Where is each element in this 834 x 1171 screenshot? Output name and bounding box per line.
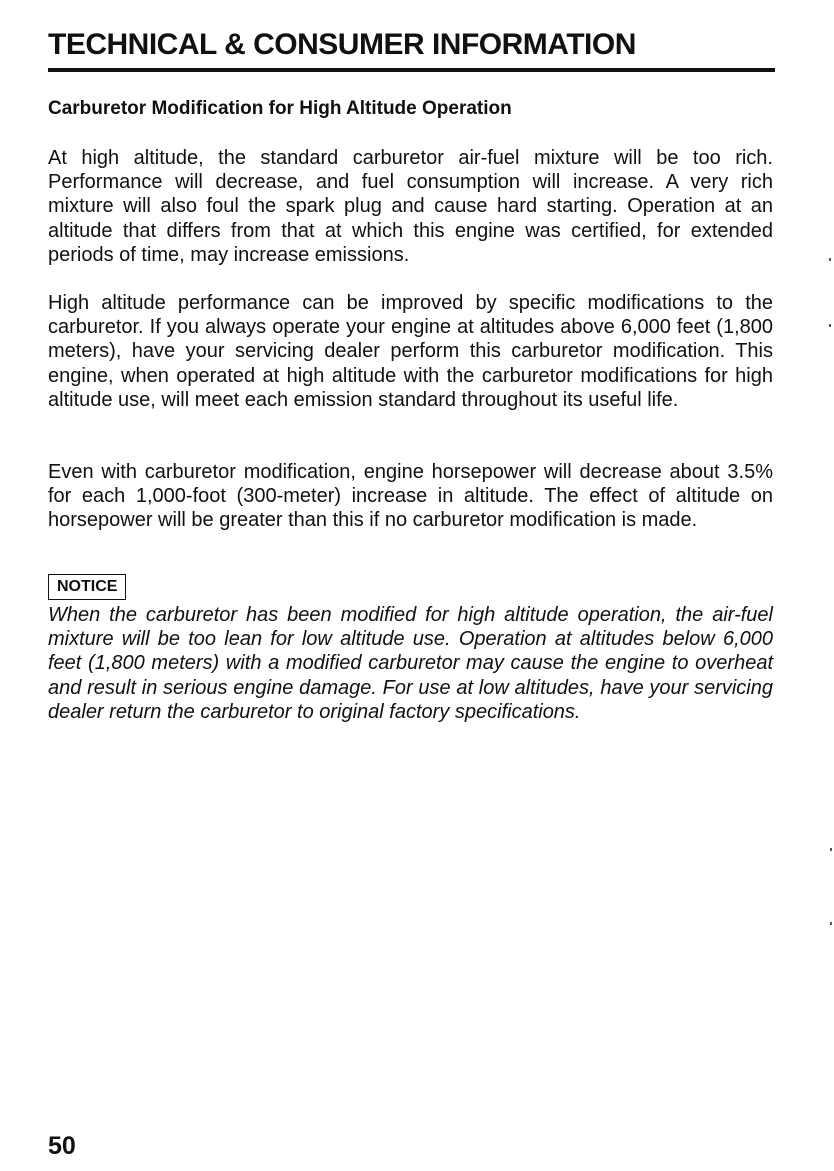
paragraph-carburetor-modification: High altitude performance can be improved by specific modifications to the carburetor. If you always operate your engine at altitudes above 6,000 feet (1,800 meters), have your servicing dealer perform this carburetor modification. This engine, when operated at high altitude with the carburetor modifications for high altitude use, will meet each emission standard throughout its useful life. bbox=[48, 292, 773, 411]
notice-label: NOTICE bbox=[48, 574, 126, 600]
paragraph-high-altitude-effects: At high altitude, the standard carburetor air-fuel mixture will be too rich. Performance will decrease, and fuel consumption will increase. A very rich mixture will also foul the spark plug and cause hard starting. Operation at an altitude that differs from that at which this engine was certified, for extended periods of time, may increase emissions. bbox=[48, 147, 773, 266]
scan-speck bbox=[829, 258, 831, 261]
page-number: 50 bbox=[48, 1132, 76, 1160]
scan-speck bbox=[829, 324, 831, 327]
notice-text: When the carburetor has been modified for high altitude operation, the air-fuel mixture will be too lean for low altitude use. Operation at altitudes below 6,000 feet (1,800 meters) with a modified carburetor may cause the engine to overheat and result in serious engine damage. For use at low altitudes, have your servicing dealer return the carburetor to original factory specifications. bbox=[48, 604, 773, 723]
section-heading: Carburetor Modification for High Altitude Operation bbox=[48, 98, 512, 119]
paragraph-horsepower-decrease: Even with carburetor modification, engine horsepower will decrease about 3.5% for each 1,000-foot (300-meter) increase in altitude. The effect of altitude on horsepower will be greater than this if no carburetor modification is made. bbox=[48, 461, 773, 532]
scan-speck bbox=[830, 848, 832, 851]
scan-speck bbox=[830, 922, 832, 925]
title-divider bbox=[48, 68, 775, 72]
page-title: TECHNICAL & CONSUMER INFORMATION bbox=[48, 28, 636, 61]
